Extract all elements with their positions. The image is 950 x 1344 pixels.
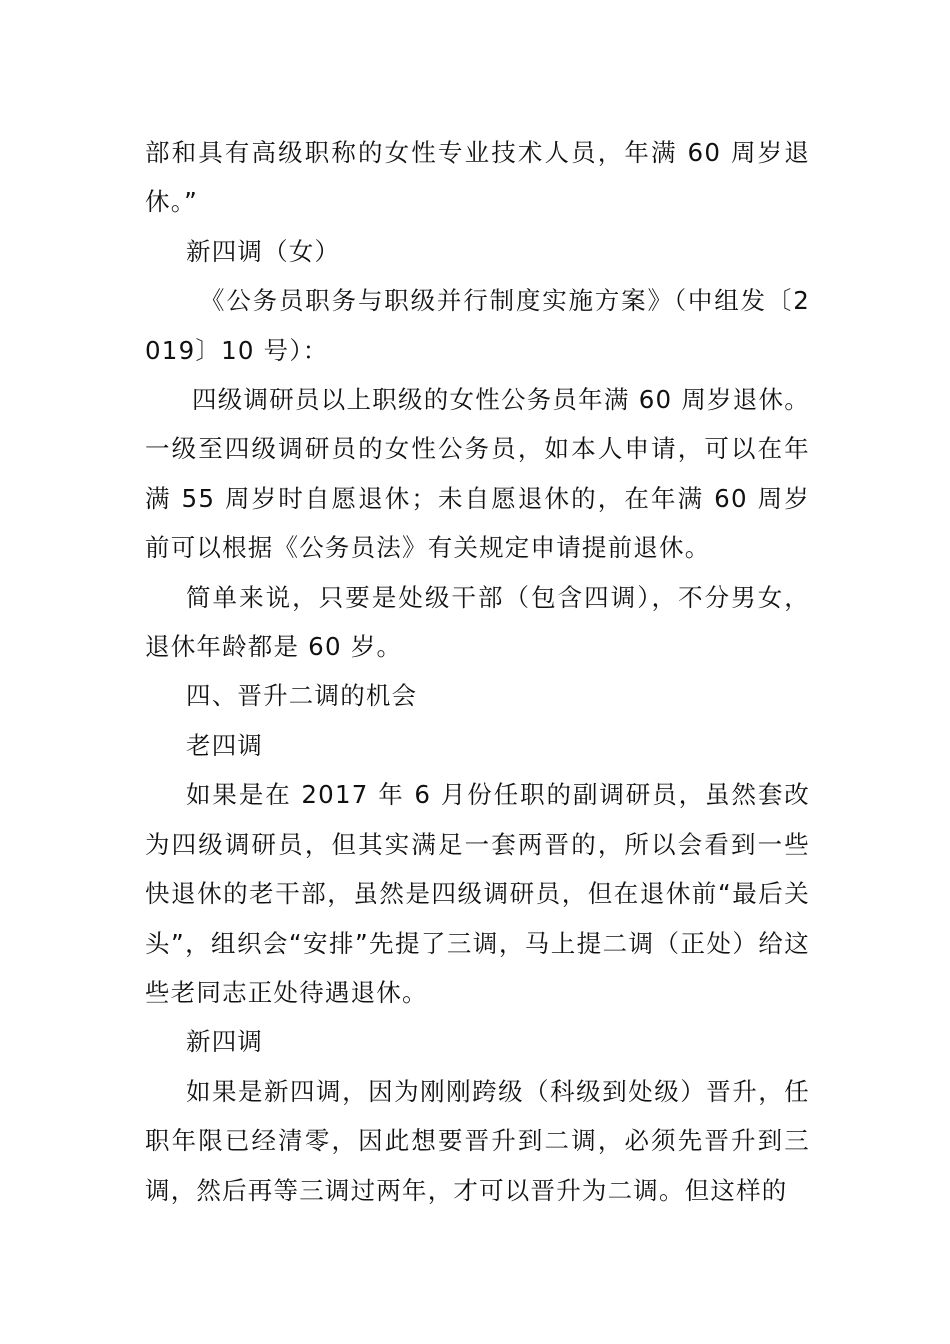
document-page [145,128,810,1215]
heading-new-fourth: 新四调 [186,1027,264,1057]
heading-new-fourth-female: 新四调（女） [186,236,341,266]
paragraph-policy-content: 四级调研员以上职级的女性公务员年满 60 周岁退休。一级至四级调研员的女性公务员，如本人申请，可以在年满 55 周岁时自愿退休；未自愿退休的，在年满 60 周岁前可以根据《公务员法》有关规定申请提前退休。 [145,385,810,563]
paragraph-old-fourth-detail: 如果是在 2017 年 6 月份任职的副调研员，虽然套改为四级调研员，但其实满足一套两晋的，所以会看到一些快退休的老干部，虽然是四级调研员，但在退休前“最后关头”，组织会“安排”先提了三调，马上提二调（正处）给这些老同志正处待遇退休。 [145,780,810,1007]
paragraph-summary: 简单来说，只要是处级干部（包含四调），不分男女，退休年龄都是 60 岁。 [145,582,810,662]
paragraph-new-fourth-detail: 如果是新四调，因为刚刚跨级（科级到处级）晋升，任职年限已经清零，因此想要晋升到二调，必须先晋升到三调，然后再等三调过两年，才可以晋升为二调。但这样的 [145,1076,810,1205]
heading-section-four: 四、晋升二调的机会 [186,681,418,711]
paragraph-policy-title: 《公务员职务与职级并行制度实施方案》（中组发〔2019〕10 号）： [145,286,810,365]
paragraph-retirement-female-tech: 部和具有高级职称的女性专业技术人员，年满 60 周岁退休。” [145,138,810,217]
heading-old-fourth: 老四调 [186,730,264,760]
